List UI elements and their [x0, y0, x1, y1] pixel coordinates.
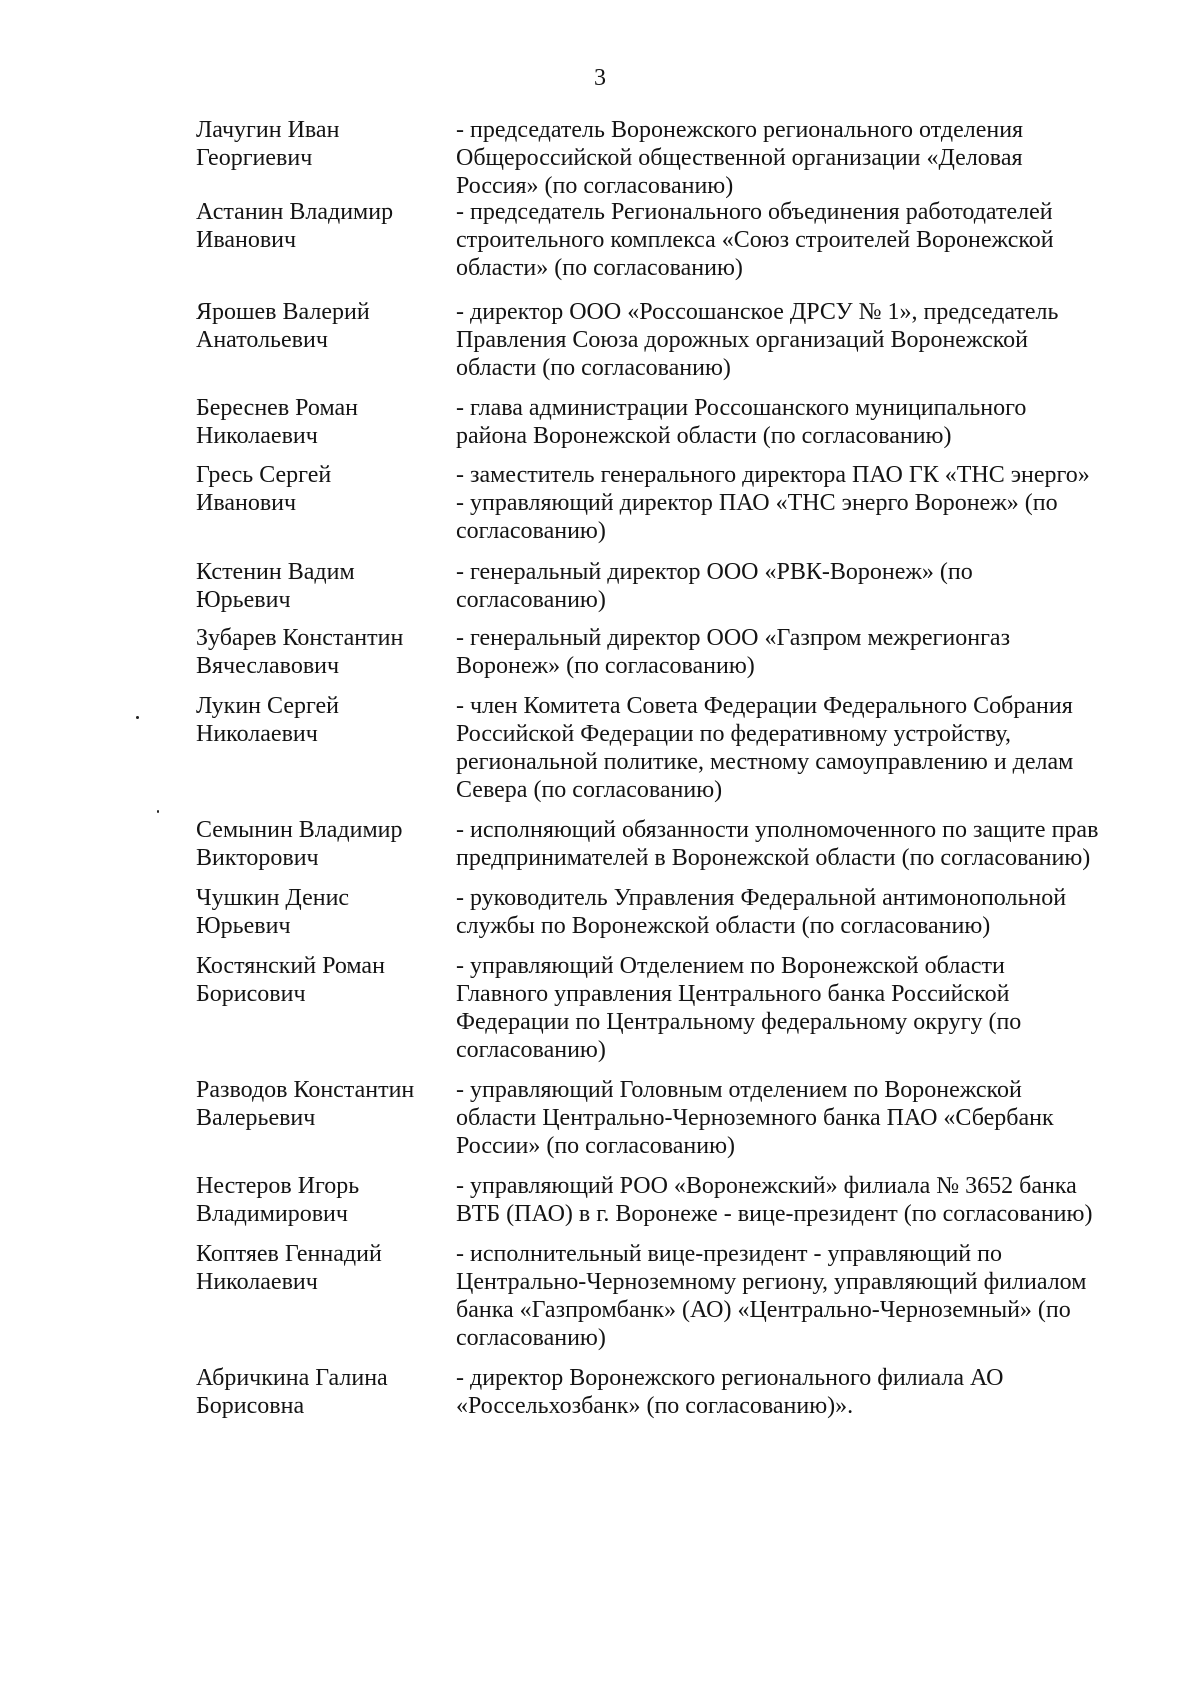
member-description-line: - член Комитета Совета Федерации Федерального Собрания — [456, 693, 1073, 719]
member-row — [0, 884, 1200, 940]
member-name-line: Семынин Владимир — [196, 817, 403, 843]
member-description — [456, 298, 1136, 382]
member-description — [456, 692, 1136, 804]
member-description-line: - управляющий Отделением по Воронежской области — [456, 953, 1005, 979]
member-description-line: согласованию) — [456, 1037, 606, 1063]
member-description — [456, 1172, 1136, 1228]
member-name-line: Зубарев Константин — [196, 625, 404, 651]
member-name-line: Гресь Сергей — [196, 462, 332, 488]
member-description-line: области» (по согласованию) — [456, 255, 743, 281]
member-description-line: - управляющий Головным отделением по Воронежской — [456, 1077, 1022, 1103]
member-name-line: Юрьевич — [196, 587, 291, 613]
member-description-line: «Россельхозбанк» (по согласованию)». — [456, 1393, 854, 1419]
member-description-line: - глава администрации Россошанского муниципального — [456, 395, 1027, 421]
member-description-line: - исполняющий обязанности уполномоченного по защите прав — [456, 817, 1099, 843]
member-description-line: согласованию) — [456, 1325, 606, 1351]
member-description-line: Центрально-Черноземному региону, управляющий филиалом — [456, 1269, 1087, 1295]
page-number: 3 — [594, 65, 606, 91]
member-description-line: службы по Воронежской области (по согласованию) — [456, 913, 991, 939]
member-name-line: Анатольевич — [196, 327, 328, 353]
member-row — [0, 816, 1200, 872]
member-name-line: Береснев Роман — [196, 395, 358, 421]
member-description — [456, 461, 1136, 545]
member-name — [196, 394, 436, 450]
scan-speck — [157, 810, 159, 813]
member-description-line: банка «Газпромбанк» (АО) «Центрально-Черноземный» (по — [456, 1297, 1071, 1323]
member-name-line: Вячеславович — [196, 653, 340, 679]
member-description-line: согласованию) — [456, 587, 606, 613]
member-description — [456, 816, 1136, 872]
member-description-line: Правления Союза дорожных организаций Воронежской — [456, 327, 1029, 353]
member-row — [0, 1076, 1200, 1160]
scan-speck — [136, 716, 139, 719]
member-row — [0, 692, 1200, 804]
member-name-line: Лукин Сергей — [196, 693, 340, 719]
member-row — [0, 394, 1200, 450]
member-description — [456, 884, 1136, 940]
member-description-line: Россия» (по согласованию) — [456, 173, 734, 199]
member-description-line: - управляющий директор ПАО «ТНС энерго Воронеж» (по — [456, 490, 1058, 516]
member-description-line: предпринимателей в Воронежской области (по согласованию) — [456, 845, 1091, 871]
member-description-line: - управляющий РОО «Воронежский» филиала № 3652 банка — [456, 1173, 1077, 1199]
member-description-line: России» (по согласованию) — [456, 1133, 736, 1159]
member-description — [456, 1364, 1136, 1420]
member-name-line: Борисовна — [196, 1393, 305, 1419]
member-description — [456, 558, 1136, 614]
member-name — [196, 1364, 436, 1420]
member-row — [0, 558, 1200, 614]
member-name-line: Разводов Константин — [196, 1077, 415, 1103]
member-name-line: Валерьевич — [196, 1105, 316, 1131]
member-description-line: - генеральный директор ООО «Газпром межрегионгаз — [456, 625, 1011, 651]
member-name — [196, 298, 436, 354]
member-name — [196, 1240, 436, 1296]
member-row — [0, 1172, 1200, 1228]
member-description-line: Российской Федерации по федеративному устройству, — [456, 721, 1012, 747]
member-description-line: - руководитель Управления Федеральной антимонопольной — [456, 885, 1067, 911]
member-row — [0, 198, 1200, 282]
member-row — [0, 952, 1200, 1064]
member-name — [196, 952, 436, 1008]
member-description-line: - председатель Воронежского регионального отделения — [456, 117, 1024, 143]
member-row — [0, 116, 1200, 200]
member-description-line: - заместитель генерального директора ПАО ГК «ТНС энерго» — [456, 462, 1090, 488]
member-description-line: области (по согласованию) — [456, 355, 731, 381]
member-name-line: Иванович — [196, 490, 297, 516]
member-name-line: Коптяев Геннадий — [196, 1241, 382, 1267]
member-name-line: Николаевич — [196, 423, 318, 449]
member-description-line: ВТБ (ПАО) в г. Воронеже - вице-президент (по согласованию) — [456, 1201, 1093, 1227]
member-row — [0, 1364, 1200, 1420]
member-row — [0, 1240, 1200, 1352]
member-name — [196, 816, 436, 872]
member-name-line: Николаевич — [196, 721, 318, 747]
member-description — [456, 394, 1136, 450]
member-name — [196, 692, 436, 748]
member-description-line: - директор ООО «Россошанское ДРСУ № 1», председатель — [456, 299, 1059, 325]
member-name-line: Чушкин Денис — [196, 885, 350, 911]
member-name — [196, 461, 436, 517]
member-description — [456, 116, 1136, 200]
member-description — [456, 1076, 1136, 1160]
member-description-line: региональной политике, местному самоуправлению и делам — [456, 749, 1074, 775]
member-description-line: Севера (по согласованию) — [456, 777, 723, 803]
member-description-line: - директор Воронежского регионального филиала АО — [456, 1365, 1004, 1391]
member-row — [0, 298, 1200, 382]
member-name-line: Викторович — [196, 845, 319, 871]
member-name-line: Владимирович — [196, 1201, 348, 1227]
member-name — [196, 198, 436, 254]
member-description — [456, 1240, 1136, 1352]
member-description-line: Воронеж» (по согласованию) — [456, 653, 755, 679]
member-description-line: - председатель Регионального объединения работодателей — [456, 199, 1053, 225]
member-name-line: Ярошев Валерий — [196, 299, 370, 325]
member-description-line: строительного комплекса «Союз строителей Воронежской — [456, 227, 1054, 253]
member-description — [456, 952, 1136, 1064]
member-row — [0, 461, 1200, 545]
member-name — [196, 1076, 436, 1132]
member-description-line: Главного управления Центрального банка Российской — [456, 981, 1010, 1007]
member-description — [456, 624, 1136, 680]
member-name-line: Нестеров Игорь — [196, 1173, 360, 1199]
member-description — [456, 198, 1136, 282]
member-name-line: Георгиевич — [196, 145, 313, 171]
member-description-line: района Воронежской области (по согласованию) — [456, 423, 952, 449]
member-name — [196, 624, 436, 680]
member-name — [196, 116, 436, 172]
member-description-line: Общероссийской общественной организации «Деловая — [456, 145, 1023, 171]
member-name-line: Иванович — [196, 227, 297, 253]
member-name — [196, 558, 436, 614]
member-name-line: Костянский Роман — [196, 953, 385, 979]
member-row — [0, 624, 1200, 680]
member-name — [196, 1172, 436, 1228]
member-name-line: Абричкина Галина — [196, 1365, 388, 1391]
member-description-line: Федерации по Центральному федеральному округу (по — [456, 1009, 1022, 1035]
member-name — [196, 884, 436, 940]
member-name-line: Николаевич — [196, 1269, 318, 1295]
member-name-line: Борисович — [196, 981, 306, 1007]
member-description-line: согласованию) — [456, 518, 606, 544]
member-name-line: Лачугин Иван — [196, 117, 340, 143]
member-description-line: - исполнительный вице-президент - управляющий по — [456, 1241, 1002, 1267]
member-name-line: Астанин Владимир — [196, 199, 394, 225]
member-name-line: Кстенин Вадим — [196, 559, 355, 585]
member-description-line: - генеральный директор ООО «РВК-Воронеж» (по — [456, 559, 973, 585]
member-description-line: области Центрально-Черноземного банка ПАО «Сбербанк — [456, 1105, 1054, 1131]
member-name-line: Юрьевич — [196, 913, 291, 939]
